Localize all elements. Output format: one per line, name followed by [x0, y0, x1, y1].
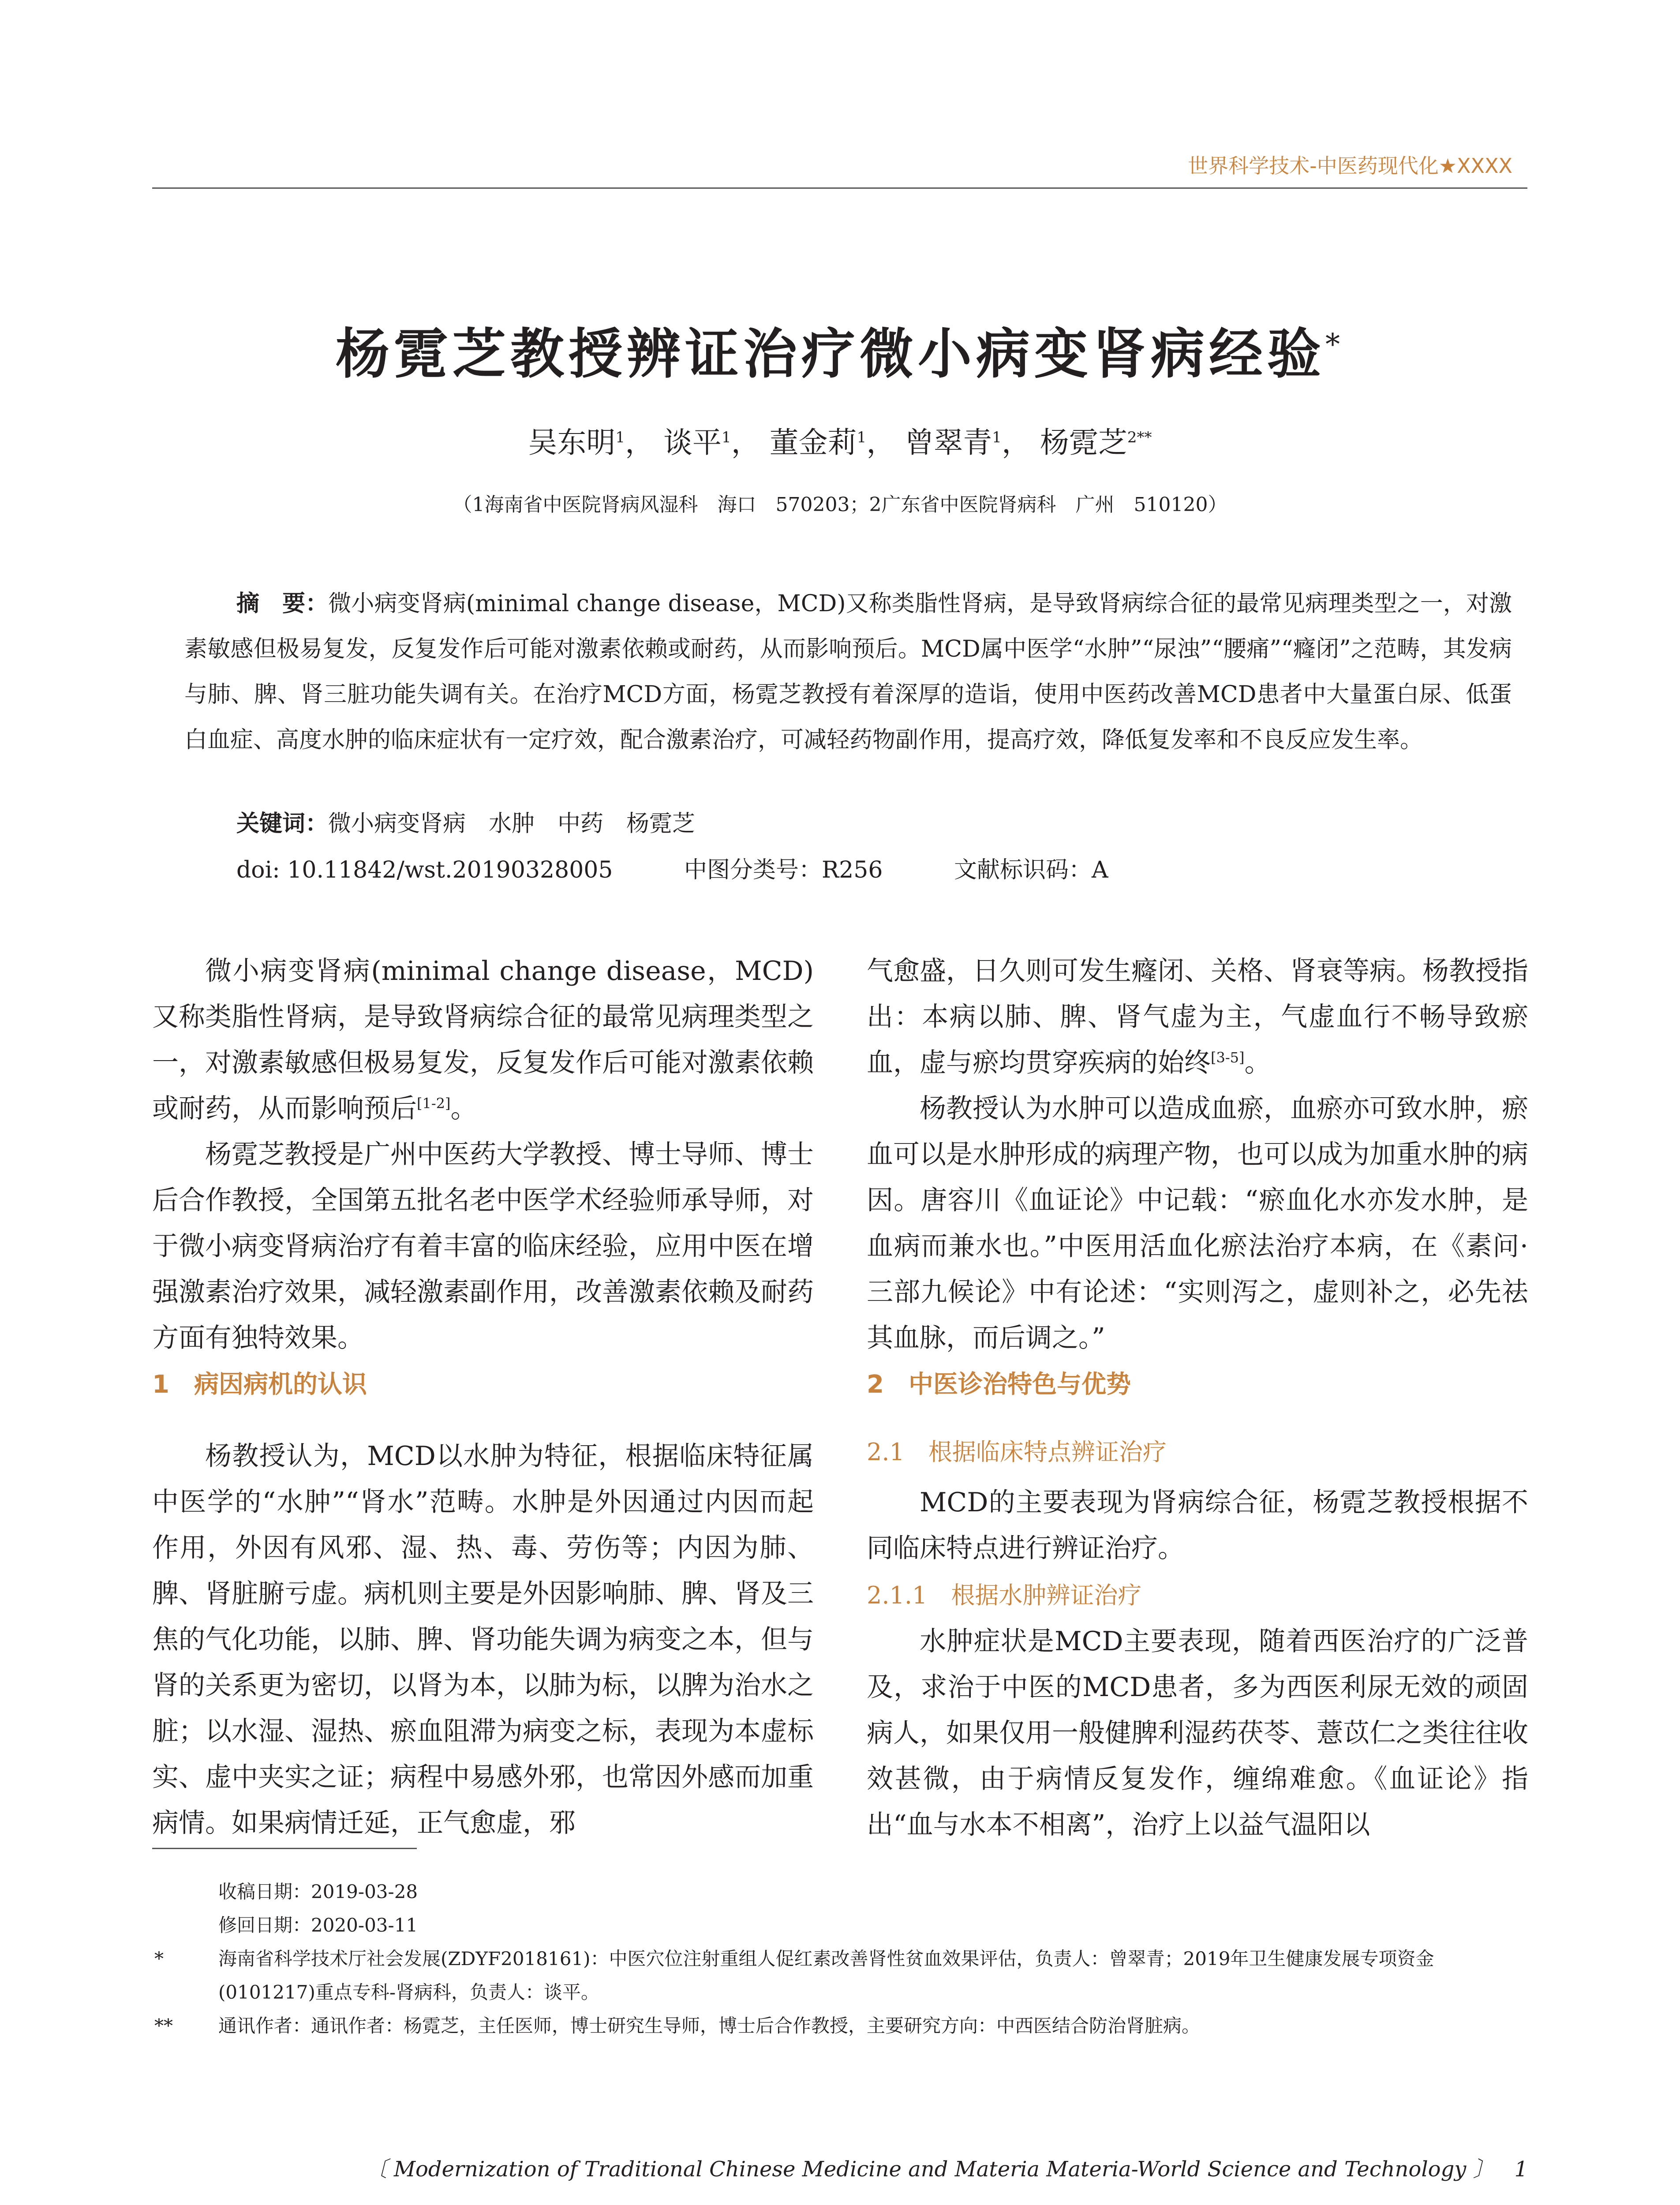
author-affil-mark: 1 [615, 429, 625, 446]
author-affil-mark: 1 [722, 429, 731, 446]
author-affil-mark: 1 [857, 429, 867, 446]
revised-date: 修回日期：2020-03-11 [218, 1914, 418, 1936]
keywords [236, 805, 695, 838]
author-name: 曾翠青 [905, 426, 992, 460]
body-paragraph: 杨教授认为，MCD以水肿为特征，根据临床特征属中医学的“水肿”“肾水”范畴。水肿是外因通过内因而起作用，外因有风邪、湿、热、毒、劳伤等；内因为肺、脾、肾脏腑亏虚。病机则主要是外因影响肺、脾、肾及三焦的气化功能，以肺、脾、肾功能失调为病变之本，但与肾的关系更为密切，以肾为本，以肺为标，以脾为治水之脏；以水湿、湿热、瘀血阻滞为病变之标，表现为本虚标实、虚中夹实之证；病程中易感外邪，也常因外感而加重病情。如果病情迁延，正气愈虚，邪 [152, 1441, 814, 1839]
author-name: 谈平 [663, 426, 722, 460]
received-date: 收稿日期：2019-03-28 [218, 1881, 418, 1902]
left-column-top [152, 948, 814, 1361]
author-name: 杨霓芝 [1040, 426, 1127, 460]
clc-number: 中图分类号：R256 [684, 857, 883, 883]
footnote-divider [152, 1848, 417, 1849]
citation[interactable]: [1-2] [417, 1095, 451, 1112]
corresponding-mark: ** [154, 2015, 173, 2037]
section-heading-1: 1 病因病机的认识 [152, 1370, 367, 1399]
affiliations: （1海南省中医院肾病风湿科 海口 570203；2广东省中医院肾病科 广州 510120） [453, 493, 1227, 516]
keywords-label: 关键词： [236, 811, 329, 837]
author-affil-mark: 2** [1127, 429, 1152, 446]
footer-journal-title: 〔 Modernization of Traditional Chinese Medicine and Materia Materia-World Science and Technology 〕 [366, 2157, 1494, 2182]
author-affil-mark: 1 [992, 429, 1002, 446]
article-meta [236, 851, 1172, 884]
page-number: 1 [1514, 2157, 1528, 2182]
journal-header: 世界科学技术-中医药现代化★XXXX [1188, 154, 1512, 178]
right-column-top [867, 948, 1528, 1361]
fund-mark: * [154, 1948, 164, 1970]
author-name: 董金莉 [769, 426, 857, 460]
subsection-heading-2-1: 2.1 根据临床特点辨证治疗 [867, 1438, 1167, 1466]
body-paragraph: 水肿症状是MCD主要表现，随着西医治疗的广泛普及，求治于中医的MCD患者，多为西医利尿无效的顽固病人，如果仅用一般健脾利湿药茯苓、薏苡仁之类往往收效甚微，由于病情反复发作，缠绵难愈。《血证论》指出“血与水本不相离”，治疗上以益气温阳以 [867, 1626, 1528, 1840]
body-paragraph: 杨霓芝教授是广州中医药大学教授、博士导师、博士后合作教授，全国第五批名老中医学术经验师承导师，对于微小病变肾病治疗有着丰富的临床经验，应用中医在增强激素治疗效果，减轻激素副作用，改善激素依赖及耐药方面有独特效果。 [152, 1139, 814, 1353]
body-paragraph: 气愈盛，日久则可发生癃闭、关格、肾衰等病。杨教授指出：本病以肺、脾、肾气虚为主，气虚血行不畅导致瘀血，虚与瘀均贯穿疾病的始终[3-5]。 [867, 956, 1528, 1078]
doi: doi: 10.11842/wst.20190328005 [236, 857, 613, 883]
citation[interactable]: [3-5] [1211, 1049, 1245, 1066]
abstract-label: 摘 要： [236, 590, 329, 617]
body-paragraph: 微小病变肾病(minimal change disease，MCD)又称类脂性肾病，是导致肾病综合征的最常见病理类型之一，对激素敏感但极易复发，反复发作后可能对激素依赖或耐药，从而影响预后[1-2]。 [152, 956, 814, 1124]
abstract [184, 581, 1512, 763]
right-column-bottom [867, 1618, 1528, 1848]
title-text: 杨霓芝教授辨证治疗微小病变肾病经验 [336, 322, 1325, 385]
document-code: 文献标识码：A [954, 857, 1108, 883]
left-column-bottom [152, 1433, 814, 1846]
title-footnote-mark: * [1325, 327, 1344, 362]
journal-footer [366, 2152, 1528, 2183]
author-name: 吴东明 [528, 426, 616, 460]
fund-note: 海南省科学技术厅社会发展(ZDYF2018161)：中医穴位注射重组人促红素改善肾性贫血效果评估，负责人：曾翠青；2019年卫生健康发展专项资金(0101217)重点专科-肾病科，负责人：谈平。 [218, 1948, 1434, 2003]
body-paragraph: MCD的主要表现为肾病综合征，杨霓芝教授根据不同临床特点进行辨证治疗。 [867, 1487, 1528, 1564]
author-list: 吴东明$^1$， 谈平$^1$， 董金莉$^1$， 曾翠青$^1$， 杨霓芝$^{2**}$ [528, 426, 1152, 460]
abstract-text: 微小病变肾病(minimal change disease，MCD)又称类脂性肾病，是导致肾病综合征的最常见病理类型之一，对激素敏感但极易复发，反复发作后可能对激素依赖或耐药，从而影响预后。MCD属中医学“水肿”“尿浊”“腰痛”“癃闭”之范畴，其发病与肺、脾、肾三脏功能失调有关。在治疗MCD方面，杨霓芝教授有着深厚的造诣，使用中医药改善MCD患者中大量蛋白尿、低蛋白血症、高度水肿的临床症状有一定疗效，配合激素治疗，可减轻药物副作用，提高疗效，降低复发率和不良反应发生率。 [184, 590, 1512, 753]
body-paragraph: 杨教授认为水肿可以造成血瘀，血瘀亦可致水肿，瘀血可以是水肿形成的病理产物，也可以成为加重水肿的病因。唐容川《血证论》中记载：“瘀血化水亦发水肿，是血病而兼水也。”中医用活血化瘀法治疗本病，在《素问·三部九候论》中有论述：“实则泻之，虚则补之，必先祛其血脉，而后调之。” [867, 1093, 1528, 1353]
keywords-text: 微小病变肾病 水肿 中药 杨霓芝 [328, 811, 696, 837]
subsection-heading-2-1-1: 2.1.1 根据水肿辨证治疗 [867, 1581, 1142, 1609]
corresponding-author-note: 通讯作者：通讯作者：杨霓芝，主任医师，博士研究生导师，博士后合作教授，主要研究方向：中西医结合防治肾脏病。 [218, 2015, 1201, 2037]
section-heading-2: 2 中医诊治特色与优势 [867, 1370, 1131, 1399]
header-divider [152, 187, 1527, 189]
paper-title [0, 311, 1680, 388]
right-column-mid [867, 1480, 1528, 1571]
